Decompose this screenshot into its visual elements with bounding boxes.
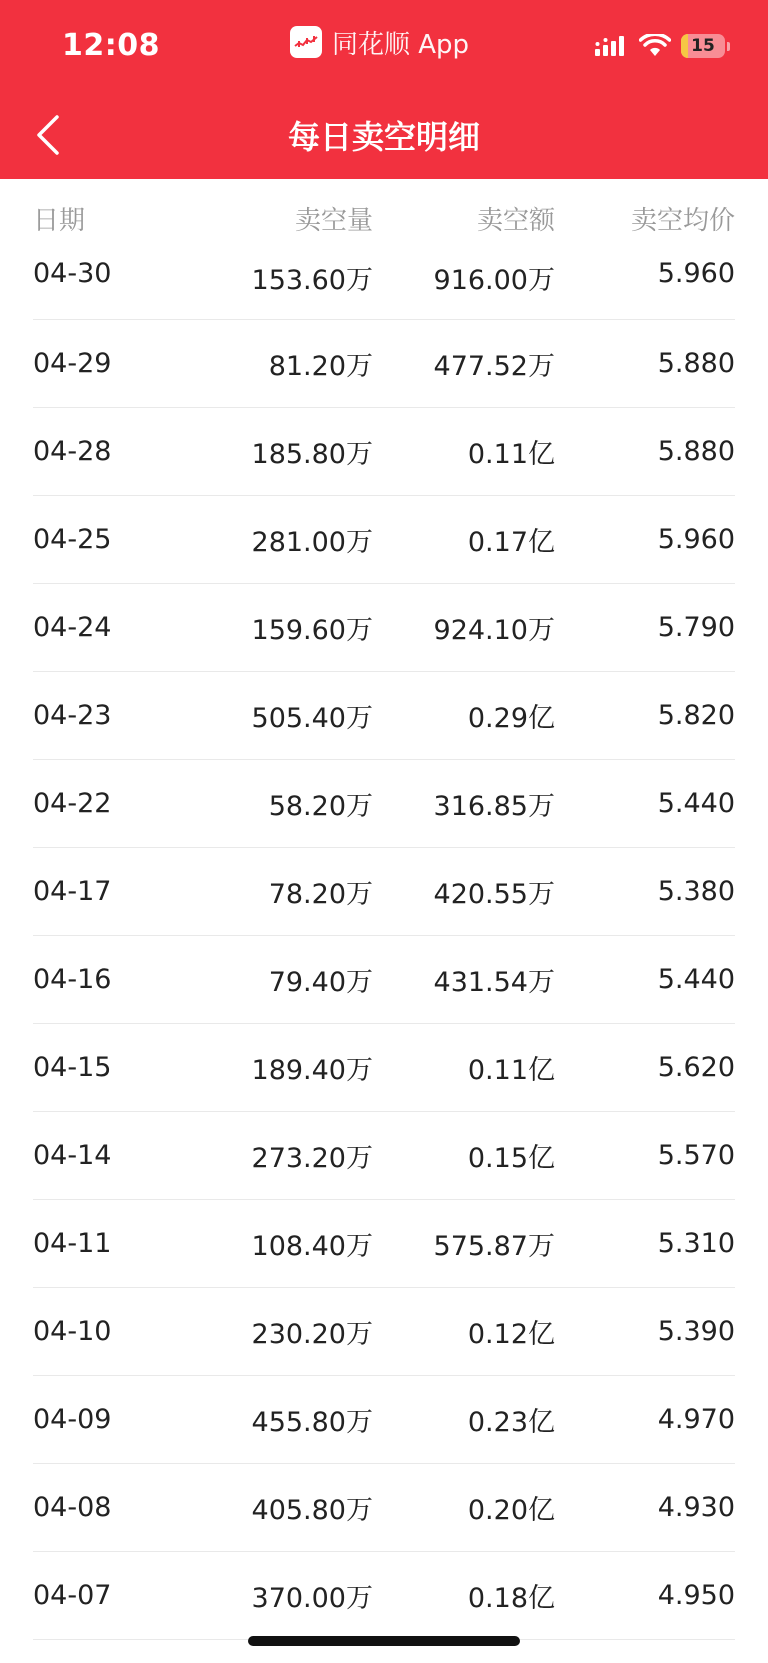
cell-date: 04-30 <box>33 258 112 289</box>
table-row[interactable] <box>33 760 735 848</box>
cell-avg-price: 5.960 <box>657 258 735 289</box>
column-header-date[interactable]: 日期 <box>33 206 86 236</box>
cell-volume: 108.40万 <box>251 1231 373 1262</box>
table-header <box>33 179 735 258</box>
cell-volume: 455.80万 <box>251 1407 373 1438</box>
table-row[interactable] <box>33 1288 735 1376</box>
cell-volume: 273.20万 <box>251 1143 373 1174</box>
cell-avg-price: 5.820 <box>657 700 735 731</box>
cell-volume: 370.00万 <box>251 1583 373 1614</box>
cell-amount: 477.52万 <box>433 351 555 382</box>
status-time: 12:08 <box>62 28 160 63</box>
table-row[interactable] <box>33 1552 735 1640</box>
cell-avg-price: 5.620 <box>657 1052 735 1083</box>
column-header-avg-price[interactable]: 卖空均价 <box>630 206 735 236</box>
cell-date: 04-17 <box>33 876 112 907</box>
table-row[interactable] <box>33 1024 735 1112</box>
wifi-icon <box>639 34 671 58</box>
cell-volume: 281.00万 <box>251 527 373 558</box>
cell-amount: 0.11亿 <box>467 439 555 470</box>
cell-date: 04-15 <box>33 1052 112 1083</box>
cell-avg-price: 5.790 <box>657 612 735 643</box>
cell-date: 04-23 <box>33 700 112 731</box>
cell-amount: 0.29亿 <box>467 703 555 734</box>
cell-amount: 0.12亿 <box>467 1319 555 1350</box>
cell-avg-price: 4.930 <box>657 1492 735 1523</box>
cell-volume: 58.20万 <box>268 791 373 822</box>
cellular-signal-icon <box>595 35 629 57</box>
battery-icon <box>681 34 725 58</box>
table-row[interactable] <box>33 1376 735 1464</box>
column-header-volume[interactable]: 卖空量 <box>294 206 373 236</box>
cell-volume: 79.40万 <box>268 967 373 998</box>
cell-volume: 185.80万 <box>251 439 373 470</box>
cell-avg-price: 5.570 <box>657 1140 735 1171</box>
home-indicator[interactable] <box>248 1636 520 1646</box>
table-row[interactable] <box>33 1112 735 1200</box>
battery-fill <box>681 34 688 58</box>
cell-amount: 0.20亿 <box>467 1495 555 1526</box>
cell-amount: 0.18亿 <box>467 1583 555 1614</box>
table-row[interactable] <box>33 848 735 936</box>
cell-volume: 230.20万 <box>251 1319 373 1350</box>
cell-date: 04-28 <box>33 436 112 467</box>
cell-amount: 431.54万 <box>433 967 555 998</box>
cell-amount: 0.17亿 <box>467 527 555 558</box>
app-header <box>0 0 768 179</box>
column-header-amount[interactable]: 卖空额 <box>476 206 555 236</box>
cell-date: 04-22 <box>33 788 112 819</box>
cell-volume: 505.40万 <box>251 703 373 734</box>
status-icons <box>595 34 730 58</box>
short-sale-table <box>33 179 735 1640</box>
cell-avg-price: 5.390 <box>657 1316 735 1347</box>
table-row[interactable] <box>33 1464 735 1552</box>
cell-date: 04-10 <box>33 1316 112 1347</box>
cell-date: 04-09 <box>33 1404 112 1435</box>
cell-avg-price: 5.310 <box>657 1228 735 1259</box>
table-row[interactable] <box>33 1200 735 1288</box>
cell-date: 04-14 <box>33 1140 112 1171</box>
table-row[interactable] <box>33 408 735 496</box>
cell-volume: 405.80万 <box>251 1495 373 1526</box>
cell-volume: 159.60万 <box>251 615 373 646</box>
table-row[interactable] <box>33 496 735 584</box>
cell-avg-price: 5.880 <box>657 436 735 467</box>
cell-avg-price: 5.440 <box>657 964 735 995</box>
cell-amount: 924.10万 <box>433 615 555 646</box>
cell-amount: 916.00万 <box>433 265 555 296</box>
page-title: 每日卖空明细 <box>287 118 480 156</box>
table-row[interactable] <box>33 584 735 672</box>
cell-volume: 81.20万 <box>268 351 373 382</box>
cell-avg-price: 5.440 <box>657 788 735 819</box>
cell-date: 04-24 <box>33 612 112 643</box>
cell-volume: 78.20万 <box>268 879 373 910</box>
cell-amount: 575.87万 <box>433 1231 555 1262</box>
battery-level: 15 <box>691 36 715 56</box>
cell-date: 04-29 <box>33 348 112 379</box>
cell-amount: 0.15亿 <box>467 1143 555 1174</box>
cell-date: 04-11 <box>33 1228 112 1259</box>
table-row[interactable] <box>33 936 735 1024</box>
app-name: 同花顺 App <box>332 29 470 60</box>
cell-amount: 0.23亿 <box>467 1407 555 1438</box>
cell-volume: 189.40万 <box>251 1055 373 1086</box>
cell-amount: 420.55万 <box>433 879 555 910</box>
cell-avg-price: 4.950 <box>657 1580 735 1611</box>
cell-date: 04-25 <box>33 524 112 555</box>
app-switch-badge[interactable] <box>290 24 469 60</box>
cell-avg-price: 4.970 <box>657 1404 735 1435</box>
battery-tip <box>727 42 730 51</box>
cell-avg-price: 5.380 <box>657 876 735 907</box>
app-logo-icon <box>290 26 322 58</box>
cell-date: 04-07 <box>33 1580 112 1611</box>
table-row[interactable] <box>33 258 735 320</box>
table-row[interactable] <box>33 320 735 408</box>
cell-amount: 316.85万 <box>433 791 555 822</box>
cell-amount: 0.11亿 <box>467 1055 555 1086</box>
cell-volume: 153.60万 <box>251 265 373 296</box>
cell-avg-price: 5.960 <box>657 524 735 555</box>
cell-avg-price: 5.880 <box>657 348 735 379</box>
table-row[interactable] <box>33 672 735 760</box>
cell-date: 04-08 <box>33 1492 112 1523</box>
cell-date: 04-16 <box>33 964 112 995</box>
